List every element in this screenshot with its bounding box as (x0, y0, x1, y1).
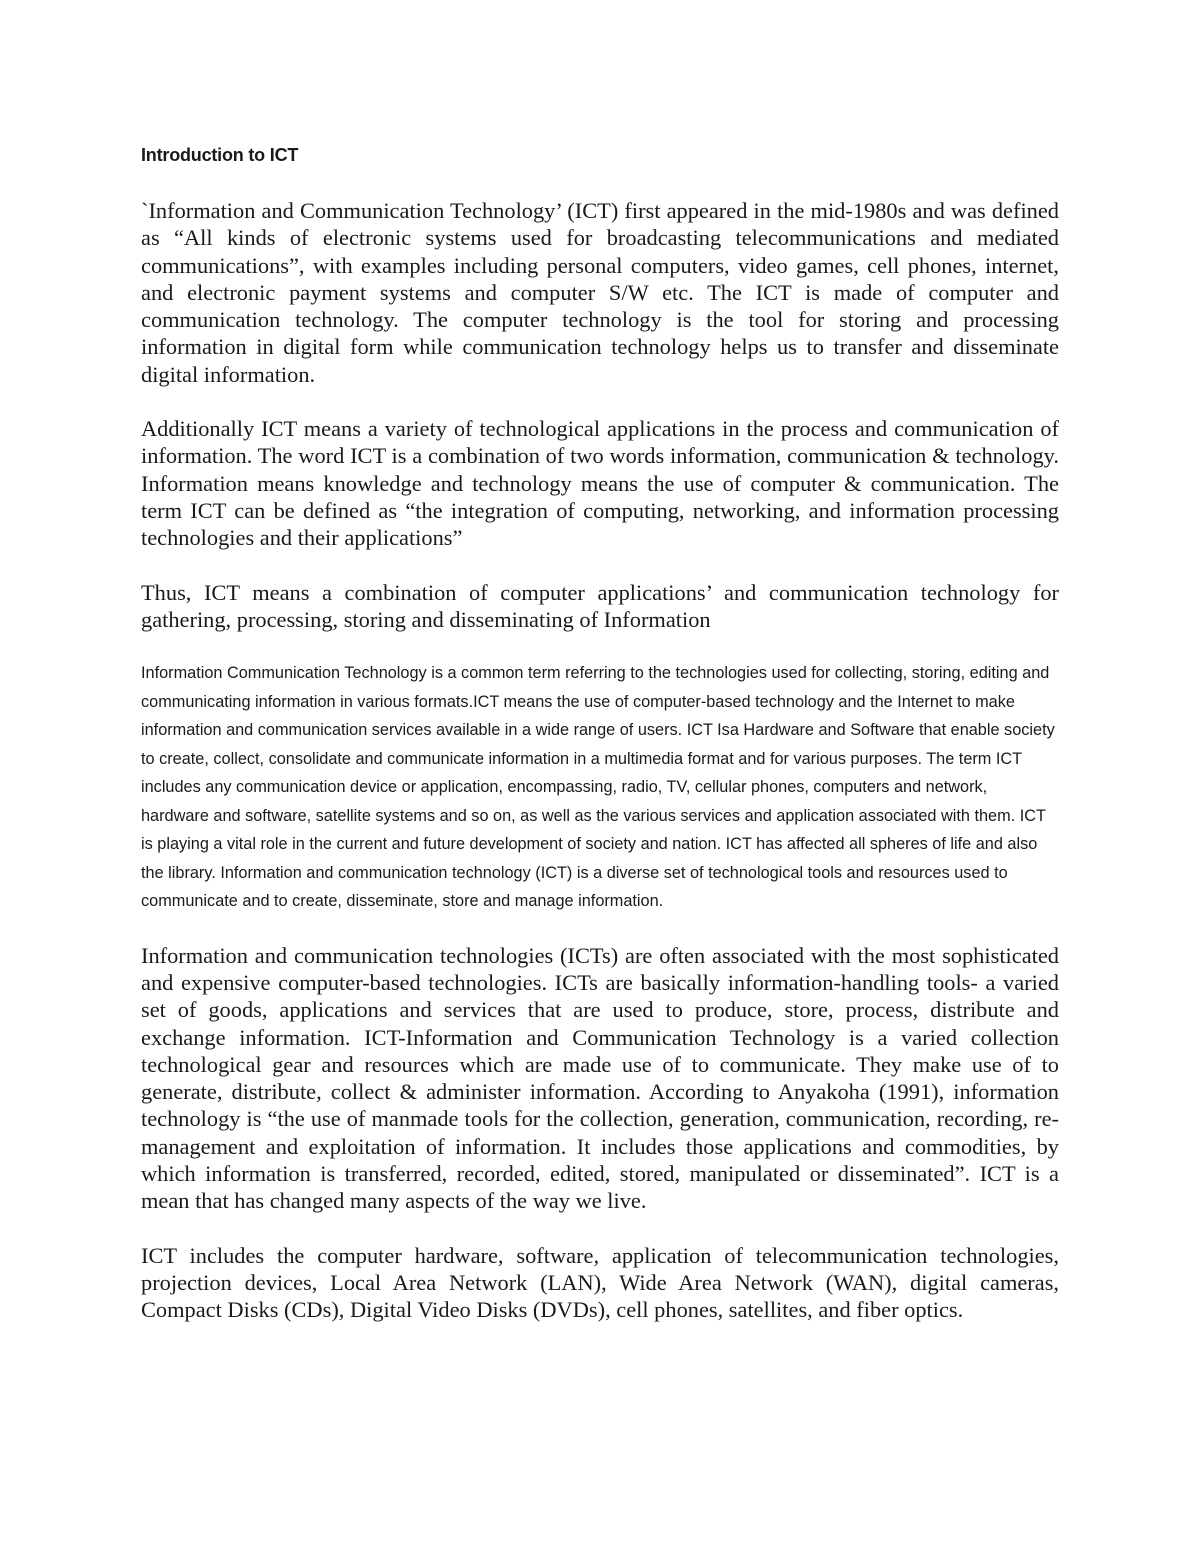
paragraph-ict-includes: ICT includes the computer hardware, software, application of telecommunication technologies, projection devices, Local Area Network (LAN), Wide Area Network (WAN), digital cameras, Compact Disks (CDs), Digital Video Disks (DVDs), cell phones, satellites, and fiber optics. (141, 1242, 1059, 1323)
document-body (141, 143, 1059, 1324)
document-title: Introduction to ICT (141, 145, 299, 165)
paragraph-icts-tools: Information and communication technologies (ICTs) are often associated with the most sophisticated and expensive computer-based technologies. ICTs are basically information-handling tools- a varied set of goods, applications and services that are used to produce, store, process, distribute and exchange information. ICT-Information and Communication Technology is a varied collection technological gear and resources which are made use of to communicate. They make use of to generate, distribute, collect & administer information. According to Anyakoha (1991), information technology is “the use of manmade tools for the collection, generation, communication, recording, re-management and exploitation of information. It includes those applications and commodities, by which information is transferred, recorded, edited, stored, manipulated or disseminated”. ICT is a mean that has changed many aspects of the way we live. (141, 942, 1059, 1214)
paragraph-ict-origin: `Information and Communication Technology’ (ICT) first appeared in the mid-1980s and was defined as “All kinds of electronic systems used for broadcasting telecommunications and mediated communications”, with examples including personal computers, video games, cell phones, internet, and electronic payment systems and computer S/W etc. The ICT is made of computer and communication technology. The computer technology is the tool for storing and processing information in digital form while communication technology helps us to transfer and disseminate digital information. (141, 198, 1059, 387)
paragraph-ict-summary: Thus, ICT means a combination of computer applications’ and communication technology for gathering, processing, storing and disseminating of Information (141, 579, 1059, 632)
paragraph-ict-definition: Additionally ICT means a variety of technological applications in the process and communication of information. The word ICT is a combination of two words information, communication & technology. Information means knowledge and technology means the use of computer & communication. The term ICT can be defined as “the integration of computing, networking, and information processing technologies and their applications” (141, 416, 1059, 551)
paragraph-ict-common-term: Information Communication Technology is a common term referring to the technologies used for collecting, storing, editing and communicating information in various formats.ICT means the use of computer-based technology and the Internet to make information and communication services available in a wide range of users. ICT Isa Hardware and Software that enable society to create, collect, consolidate and communicate information in a multimedia format and for various purposes. The term ICT includes any communication device or application, encompassing, radio, TV, cellular phones, computers and network, hardware and software, satellite systems and so on, as well as the various services and application associated with them. ICT is playing a vital role in the current and future development of society and nation. ICT has affected all spheres of life and also the library. Information and communication technology (ICT) is a diverse set of technological tools and resources used to communicate and to create, disseminate, store and manage information. (141, 664, 1055, 911)
